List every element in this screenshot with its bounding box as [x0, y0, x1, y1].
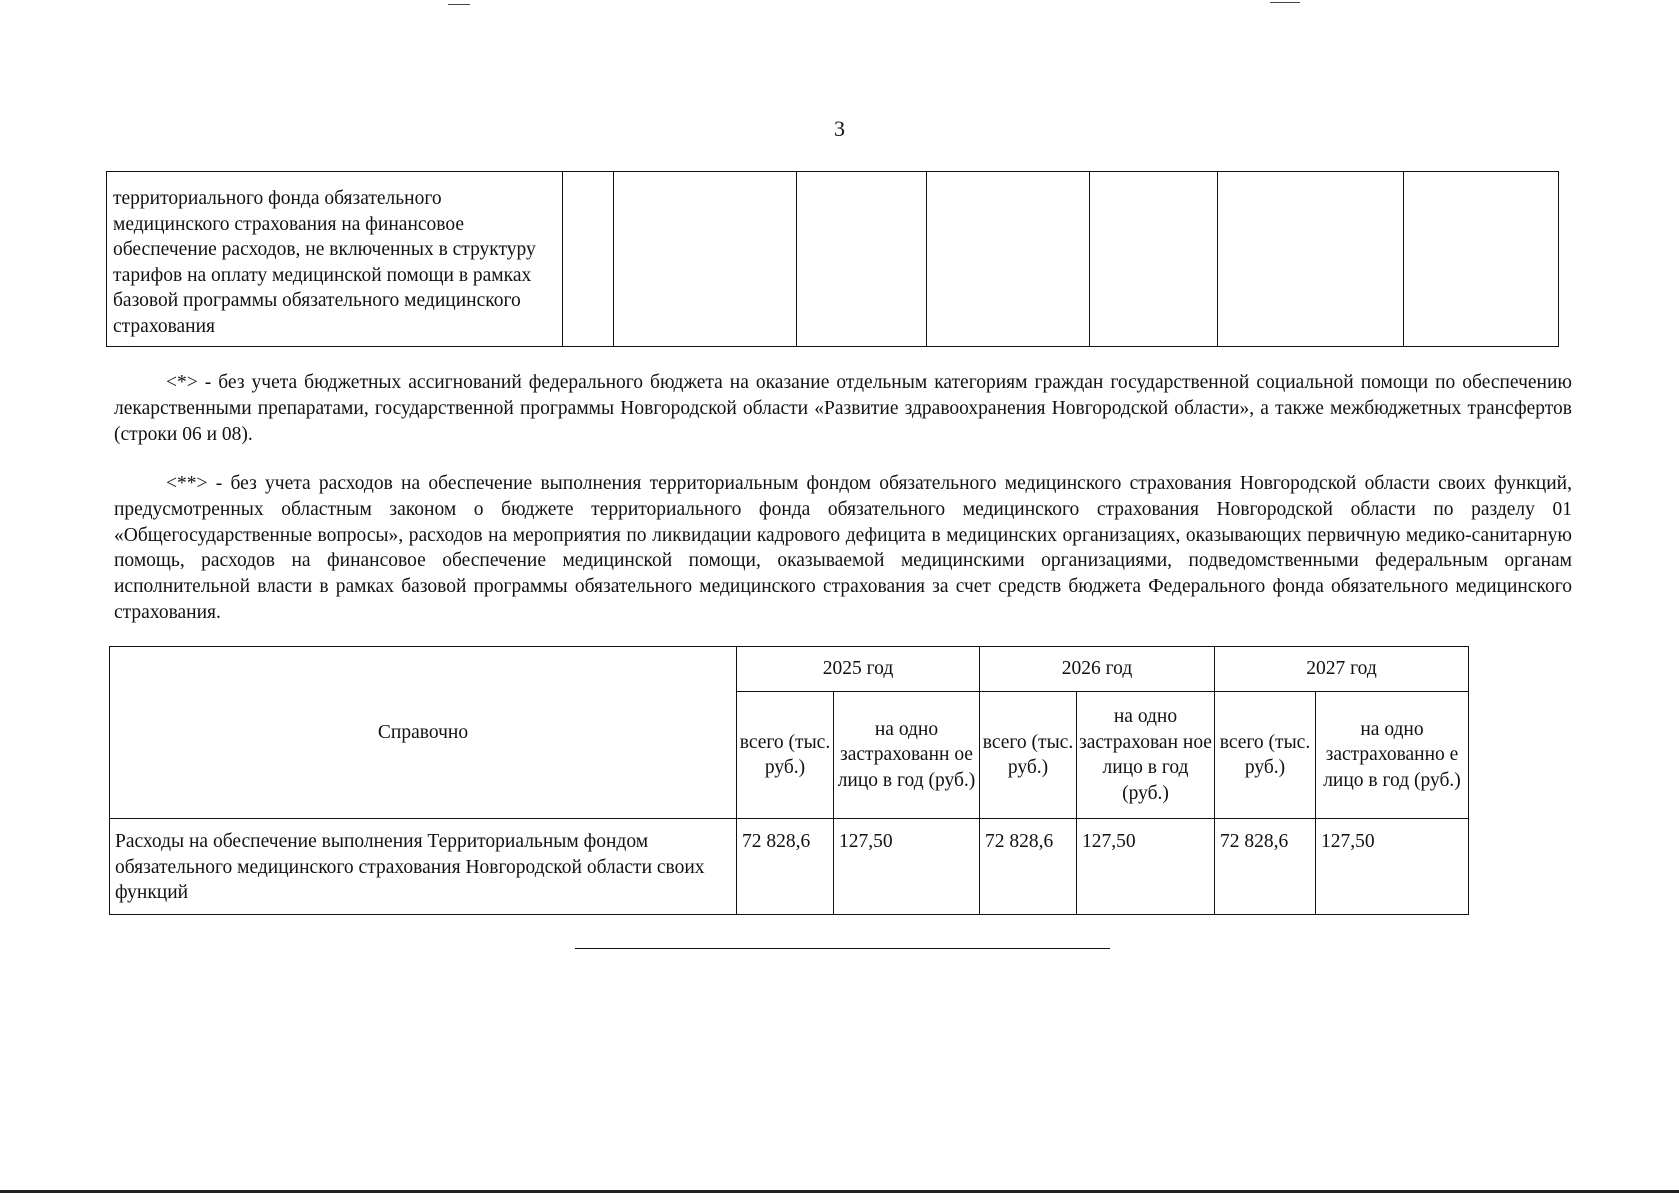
continued-table [106, 171, 1559, 347]
value-2025-total: 72 828,6 [737, 819, 834, 915]
value-2025-per-person: 127,50 [834, 819, 980, 915]
value-2026-total: 72 828,6 [980, 819, 1077, 915]
page-number: 3 [834, 116, 845, 141]
table-row [107, 172, 1559, 347]
subheader-total: всего (тыс. руб.) [980, 692, 1077, 819]
scan-mark [448, 4, 470, 5]
footnote-double-asterisk: <**> - без учета расходов на обеспечение выполнения территориальным фондом обязательного медицинского страхования Новгородской области своих функций, предусмотренных областным законом о бюджете территориального фонда обязательного медицинского страхования Новгородской области по разделу 01 «Общегосударственные вопросы», расходов на мероприятия по ликвидации кадрового дефицита в медицинских организациях, оказывающих первичную медико-санитарную помощь, расходов на финансовое обеспечение медицинской помощи, оказываемой медицинскими организациями, подведомственными федеральным органам исполнительной власти в рамках базовой программы обязательного медицинского страхования за счет средств бюджета Федерального фонда обязательного медицинского страхования. [114, 473, 1572, 623]
subheader-total: всего (тыс. руб.) [1215, 692, 1316, 819]
year-header-2026: 2026 год [980, 647, 1215, 692]
scan-mark [1270, 2, 1300, 3]
subheader-per-person: на одно застрахованно е лицо в год (руб.) [1316, 692, 1469, 819]
subheader-total: всего (тыс. руб.) [737, 692, 834, 819]
empty-cell [614, 172, 797, 347]
year-header-2027: 2027 год [1215, 647, 1469, 692]
footnote-single-asterisk: <*> - без учета бюджетных ассигнований федерального бюджета на оказание отдельным категориям граждан государственной социальной помощи по обеспечению лекарственными препаратами, государственной программы Новгородской области «Развитие здравоохранения Новгородской области», а также межбюджетных трансфертов (строки 06 и 08). [114, 372, 1572, 445]
empty-cell [927, 172, 1090, 347]
value-2027-total: 72 828,6 [1215, 819, 1316, 915]
empty-cell [563, 172, 614, 347]
reference-table [109, 646, 1469, 915]
subheader-per-person: на одно застрахованн ое лицо в год (руб.) [834, 692, 980, 819]
header-row-years [110, 647, 1469, 692]
scan-edge [0, 1190, 1679, 1193]
value-2026-per-person: 127,50 [1077, 819, 1215, 915]
row-label: Расходы на обеспечение выполнения Территориальным фондом обязательного медицинского страхования Новгородской области своих функций [110, 819, 737, 915]
value-2027-per-person: 127,50 [1316, 819, 1469, 915]
row-description: территориального фонда обязательного медицинского страхования на финансовое обеспечение расходов, не включенных в структуру тарифов на оплату медицинской помощи в рамках базовой программы обязательного медицинского страхования [107, 172, 563, 347]
table-row [110, 819, 1469, 915]
empty-cell [1090, 172, 1218, 347]
closing-rule [575, 948, 1110, 949]
empty-cell [797, 172, 927, 347]
year-header-2025: 2025 год [737, 647, 980, 692]
empty-cell [1404, 172, 1559, 347]
subheader-per-person: на одно застрахован ное лицо в год (руб.) [1077, 692, 1215, 819]
empty-cell [1218, 172, 1404, 347]
reference-header-label: Справочно [110, 647, 737, 819]
